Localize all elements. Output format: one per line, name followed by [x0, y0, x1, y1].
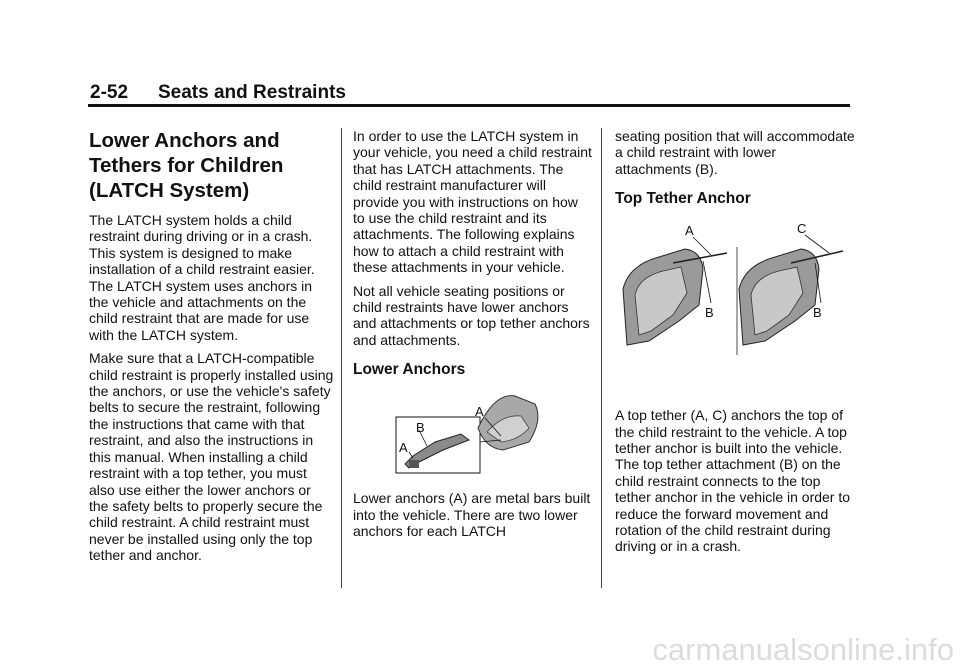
label-a-top: A — [475, 404, 484, 420]
latch-intro-paragraph: The LATCH system holds a child restraint during driving or in a crash. This system is designed to make installation of a child restraint easier. The LATCH system uses anchors in the vehicle and attachments on the child restraint that are made for use with the LATCH system. — [89, 212, 315, 343]
column-1 — [89, 128, 334, 571]
leader-line-b-left — [703, 261, 711, 303]
label-b: B — [416, 420, 425, 436]
page-number: 2-52 — [90, 82, 129, 103]
page-header — [90, 82, 346, 104]
column-2 — [353, 128, 593, 547]
leader-line-c — [805, 235, 829, 253]
lower-attachments-paragraph: seating position that will accommodate a child restraint with lower attachments (B). — [615, 128, 855, 177]
column-3 — [615, 128, 855, 562]
section-title: Seats and Restraints — [158, 82, 346, 103]
latch-availability-paragraph: Not all vehicle seating positions or child restraints have lower anchors and attachments or top tether anchors and attachments. — [353, 282, 590, 348]
lower-anchors-figure — [353, 386, 593, 476]
label-b-left: B — [705, 305, 714, 321]
lower-anchors-illustration — [353, 386, 593, 476]
watermark: carmanualsonline.info — [652, 632, 954, 667]
label-b-right: B — [813, 305, 822, 321]
top-tether-heading: Top Tether Anchor — [615, 190, 751, 208]
top-tether-paragraph: A top tether (A, C) anchors the top of the child restraint to the vehicle. A top tether anchor is built into the vehicle. The top tether attachment (B) on the child restraint connects to the top tether anchor in the vehicle in order to reduce the forward movement and rotation of the child restraint during driving or in a crash. — [615, 407, 851, 555]
column-divider-2 — [601, 128, 602, 588]
column-divider-1 — [341, 128, 342, 588]
label-a-lower: A — [399, 440, 408, 456]
lower-anchors-heading: Lower Anchors — [353, 361, 466, 379]
label-c: C — [797, 221, 807, 237]
top-tether-figure — [615, 217, 855, 367]
latch-title: Lower Anchors and Tethers for Children (LATCH System) — [89, 129, 284, 202]
leader-line-a — [693, 237, 711, 255]
lower-anchors-paragraph: Lower anchors (A) are metal bars built into the vehicle. There are two lower anchors for each LATCH — [353, 490, 591, 540]
latch-usage-paragraph: In order to use the LATCH system in your vehicle, you need a child restraint that has LATCH attachments. The child restraint manufacturer will provide you with instructions on how to use the child restraint and its attachments. The following explains how to attach a child restraint with these attachments in your vehicle. — [353, 128, 592, 276]
latch-install-paragraph: Make sure that a LATCH-compatible child restraint is properly installed using the anchors, or use the vehicle's safety belts to secure the restraint, following the instructions that came with that restraint, and also the instructions in this manual. When installing a child restraint with a top tether, you must also use either the lower anchors or the safety belts to properly secure the child restraint. A child restraint must never be installed using only the top tether and anchor. — [89, 350, 334, 564]
attachment-clip — [409, 460, 419, 468]
top-tether-illustration — [615, 217, 855, 367]
header-rule — [88, 104, 850, 107]
label-a: A — [685, 223, 694, 239]
